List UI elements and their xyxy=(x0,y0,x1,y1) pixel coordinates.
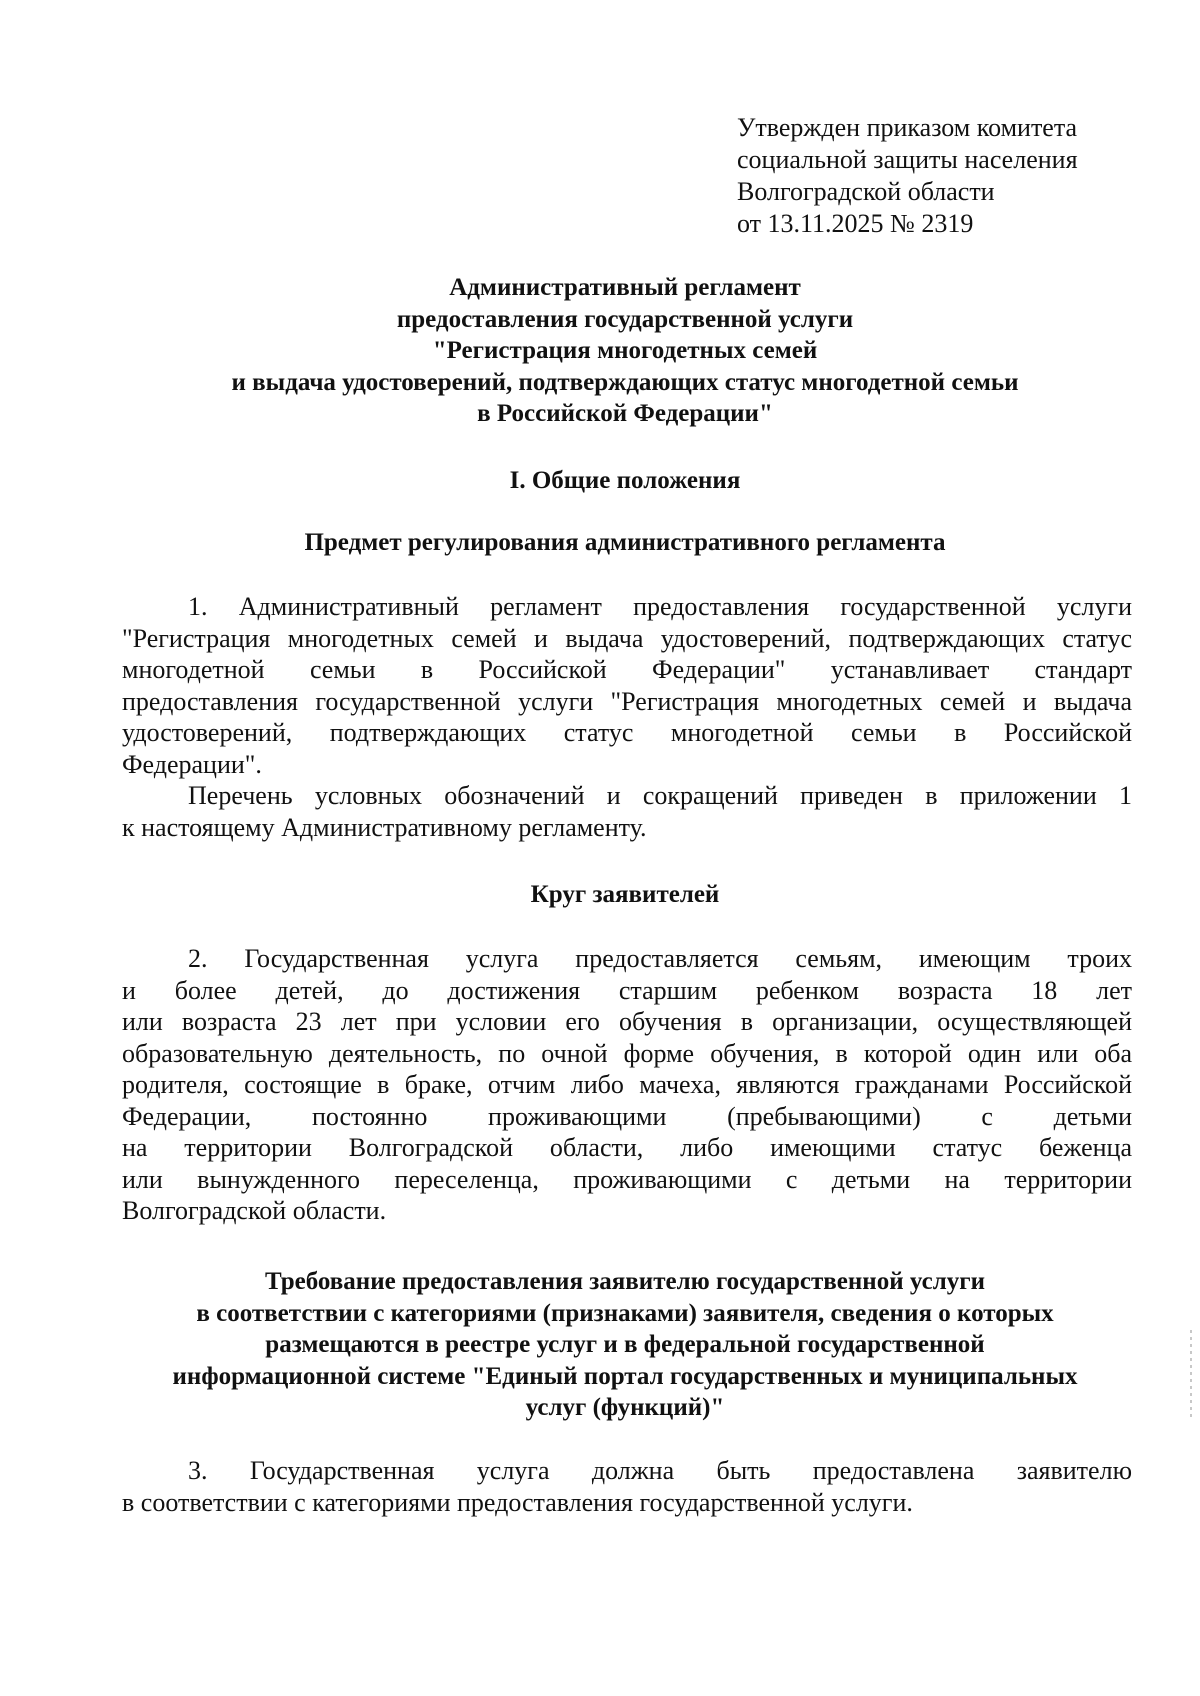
heading-text: Круг заявителей xyxy=(530,881,720,908)
heading-text: Предмет регулирования административного регламента xyxy=(304,529,946,556)
section-heading-applicants xyxy=(120,879,1130,911)
approval-line: социальной защиты населения xyxy=(737,145,1078,174)
paragraph-line: на территории Волгоградской области, либо имеющими статус беженца xyxy=(122,1133,1132,1162)
approval-line: Волгоградской области xyxy=(737,177,995,206)
paragraph-line: к настоящему Административному регламенту. xyxy=(122,812,647,842)
approval-date-number: от 13.11.2025 № 2319 xyxy=(737,209,974,238)
paragraph-3 xyxy=(122,1455,1132,1518)
paragraph-1 xyxy=(122,591,1132,843)
title-line: в Российской Федерации" xyxy=(477,400,773,427)
paragraph-line: Волгоградской области. xyxy=(122,1196,387,1225)
approval-stamp-text xyxy=(737,112,1137,240)
paragraph-line: 2. Государственная услуга предоставляется семьям, имеющим троих xyxy=(188,944,1132,973)
paragraph-line: родителя, состоящие в браке, отчим либо мачеха, являются гражданами Российской xyxy=(122,1070,1132,1099)
title-line: "Регистрация многодетных семей xyxy=(432,337,818,364)
document-title xyxy=(120,272,1130,430)
heading-line: Требование предоставления заявителю государственной услуги xyxy=(265,1268,985,1295)
paragraph-line: удостоверений, подтверждающих статус многодетной семьи в Российской xyxy=(122,718,1132,747)
section-heading-requirement xyxy=(120,1266,1130,1424)
scan-artifact xyxy=(1190,1330,1192,1420)
heading-line: услуг (функций)" xyxy=(525,1394,725,1421)
heading-line: в соответствии с категориями (признаками) заявителя, сведения о которых xyxy=(196,1299,1054,1327)
paragraph-line: или вынужденного переселенца, проживающими с детьми на территории xyxy=(122,1164,1132,1194)
paragraph-line: и более детей, до достижения старшим ребенком возраста 18 лет xyxy=(122,975,1132,1005)
title-line: Административный регламент xyxy=(449,274,801,301)
paragraph-line: образовательную деятельность, по очной форме обучения, в которой один или оба xyxy=(122,1038,1132,1068)
title-line: предоставления государственной услуги xyxy=(396,305,854,333)
heading-line: информационной системе "Единый портал государственных и муниципальных xyxy=(172,1362,1078,1390)
paragraph-line: Перечень условных обозначений и сокращений приведен в приложении 1 xyxy=(188,781,1132,810)
paragraph-line: Федерации". xyxy=(122,749,262,779)
paragraph-line: 3. Государственная услуга должна быть предоставлена заявителю xyxy=(188,1456,1132,1485)
paragraph-line: "Регистрация многодетных семей и выдача удостоверений, подтверждающих статус xyxy=(122,623,1132,653)
paragraph-2 xyxy=(122,943,1132,1227)
paragraph-line: многодетной семьи в Российской Федерации" устанавливает стандарт xyxy=(122,655,1132,684)
paragraph-line: предоставления государственной услуги "Регистрация многодетных семей и выдача xyxy=(122,686,1132,716)
paragraph-line: Федерации, постоянно проживающими (пребывающими) с детьми xyxy=(122,1101,1132,1131)
paragraph-line: или возраста 23 лет при условии его обучения в организации, осуществляющей xyxy=(122,1007,1132,1036)
title-line: и выдача удостоверений, подтверждающих статус многодетной семьи xyxy=(231,368,1019,396)
paragraph-line: в соответствии с категориями предоставления государственной услуги. xyxy=(122,1487,913,1517)
approval-line: Утвержден приказом комитета xyxy=(737,113,1078,142)
paragraph-line: 1. Административный регламент предоставления государственной услуги xyxy=(188,592,1132,621)
subheading-subject xyxy=(120,527,1130,559)
heading-text: I. Общие положения xyxy=(509,467,741,494)
heading-line: размещаются в реестре услуг и в федеральной государственной xyxy=(265,1331,985,1358)
section-heading-general xyxy=(120,465,1130,497)
